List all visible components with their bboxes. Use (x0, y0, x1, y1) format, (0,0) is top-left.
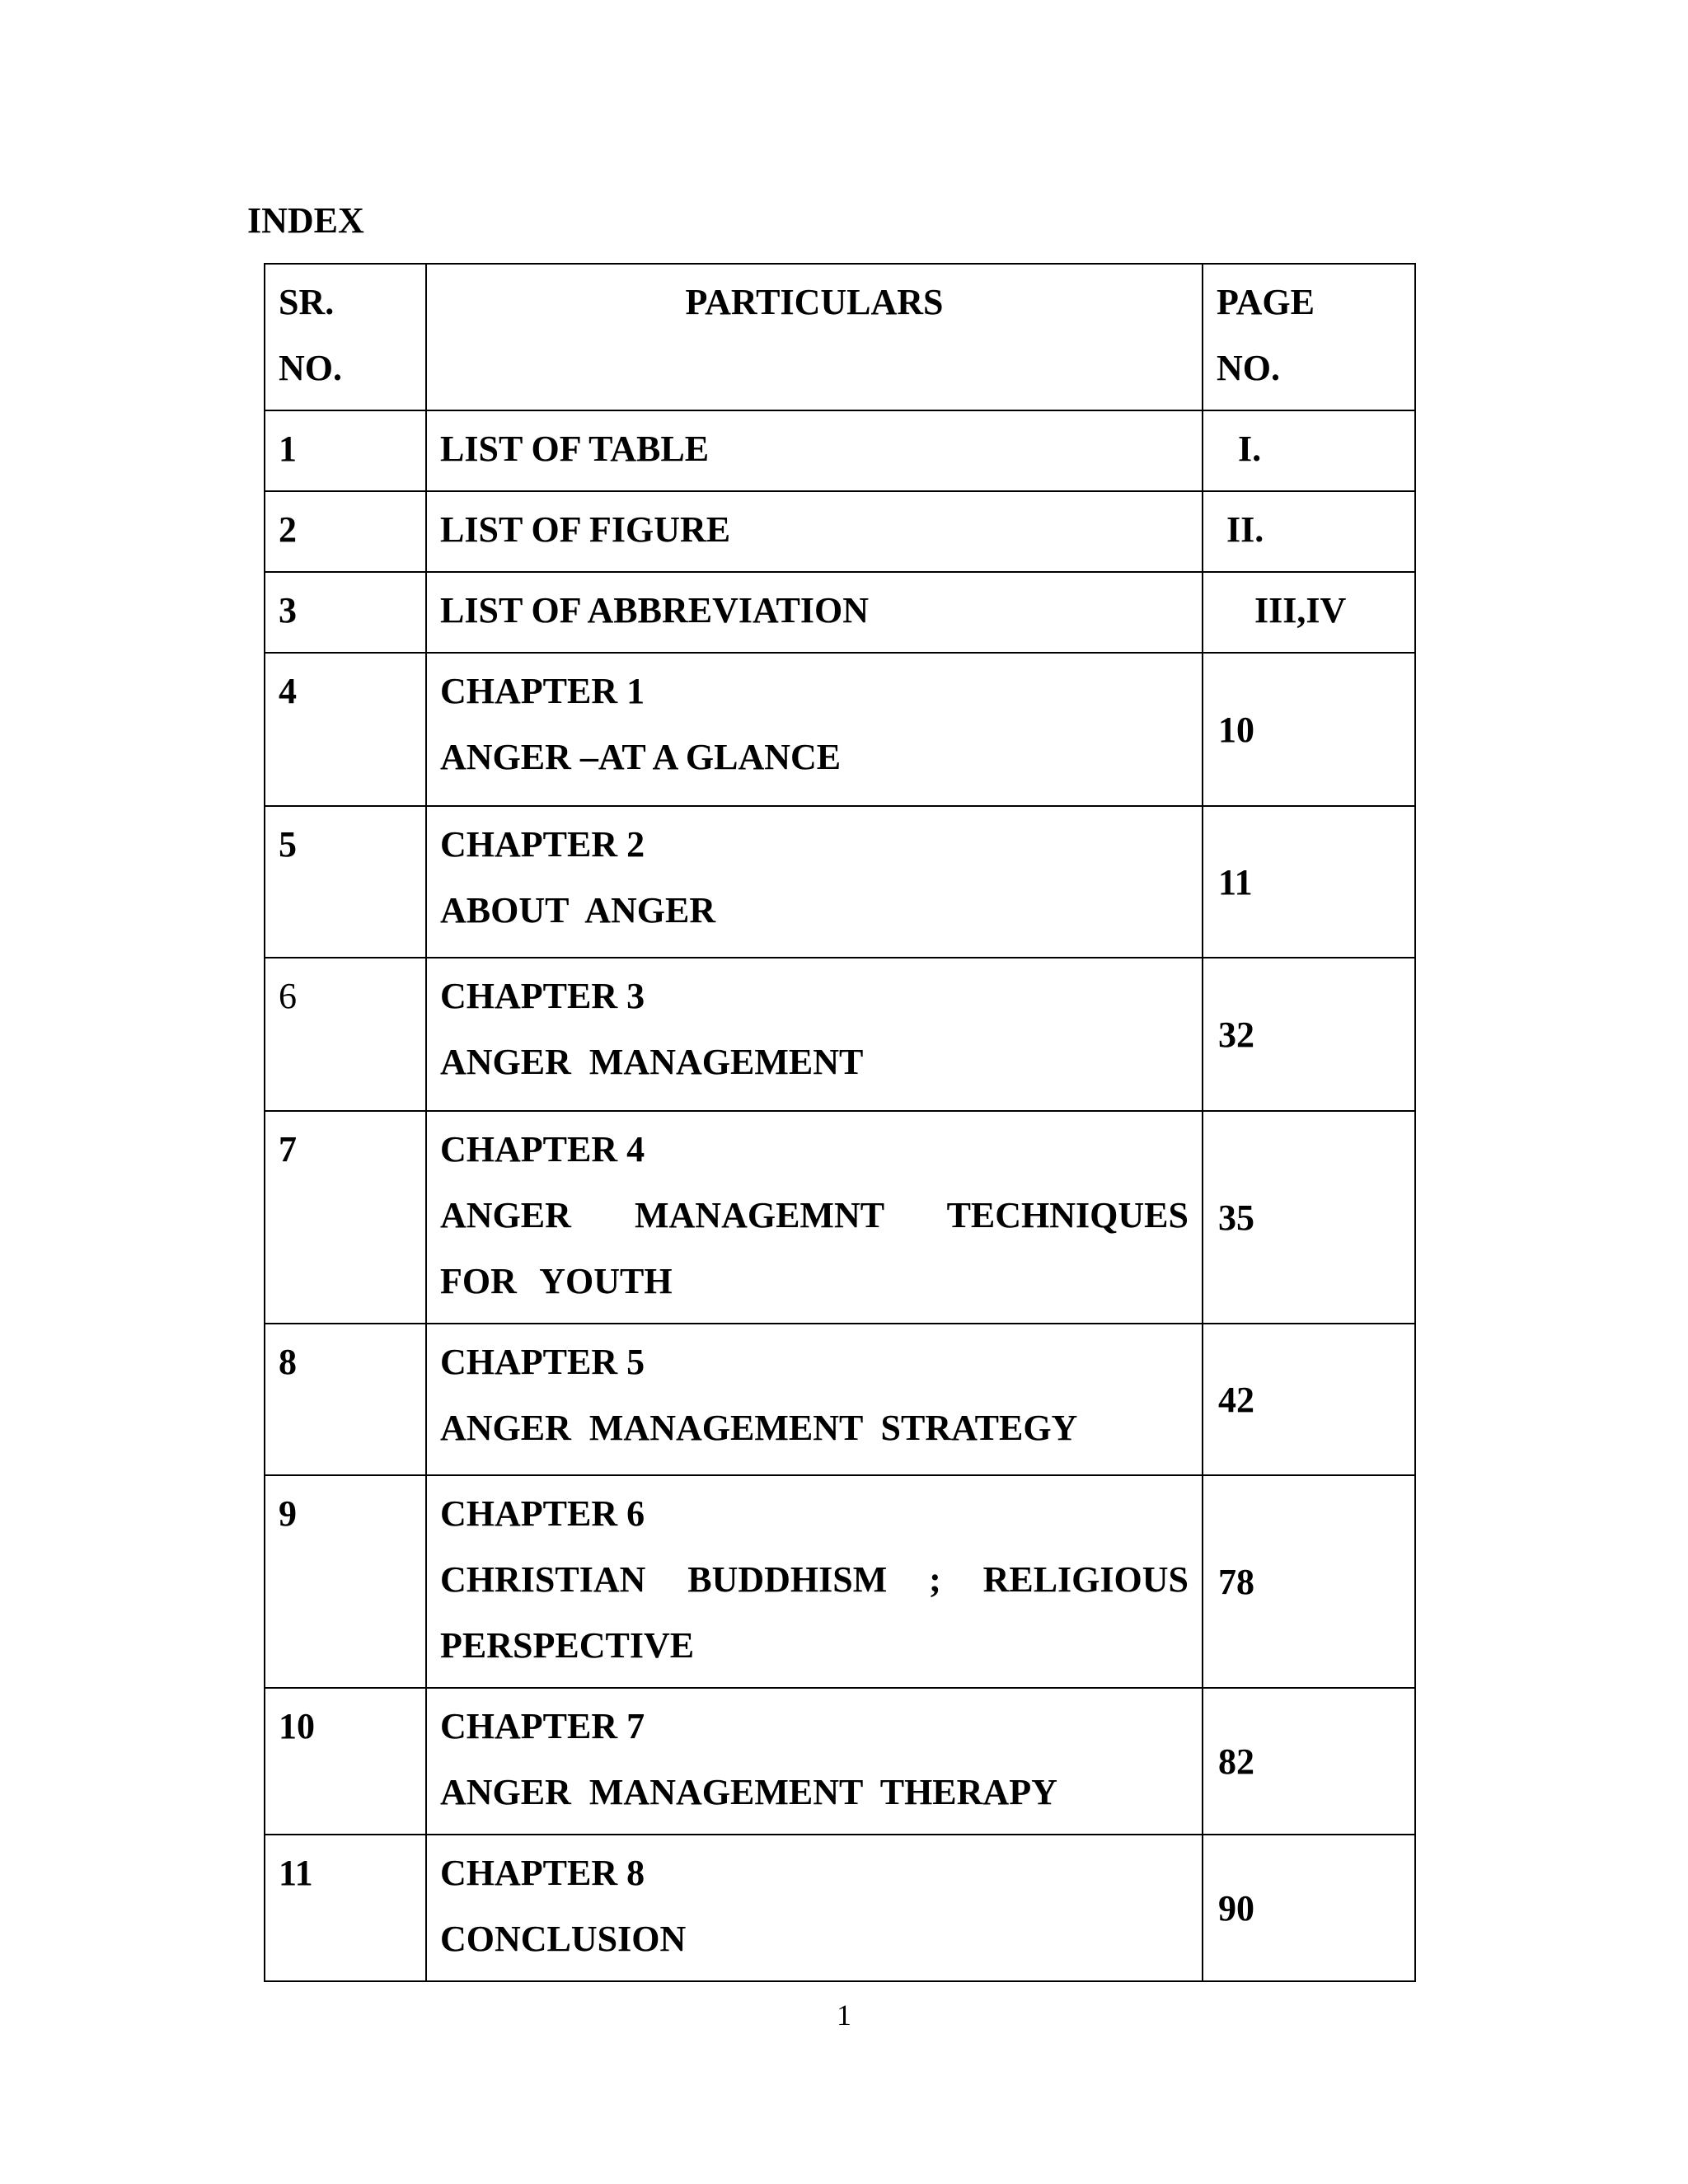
header-page-line1: PAGE (1217, 282, 1315, 322)
table-row (265, 1475, 1415, 1688)
table-row (265, 410, 1415, 491)
page-cell: 78 (1203, 1475, 1415, 1688)
sr-cell: 2 (265, 491, 426, 572)
header-page-no (1203, 264, 1415, 410)
particulars-cell: CHAPTER 4 ANGER MANAGEMNT TECHNIQUES FOR YOUTH (426, 1111, 1203, 1324)
sr-cell: 8 (265, 1324, 426, 1475)
sr-cell: 3 (265, 572, 426, 653)
page-title: INDEX (247, 200, 364, 241)
particulars-cell: CHAPTER 6 CHRISTIAN BUDDHISM ; RELIGIOUS PERSPECTIVE (426, 1475, 1203, 1688)
sr-cell: 11 (265, 1835, 426, 1981)
particulars-cell: CHAPTER 8 CONCLUSION (426, 1835, 1203, 1981)
particulars-cell: LIST OF ABBREVIATION (426, 572, 1203, 653)
particulars-cell: LIST OF FIGURE (426, 491, 1203, 572)
page-cell: II. (1203, 491, 1415, 572)
header-sr-no (265, 264, 426, 410)
page-cell: 42 (1203, 1324, 1415, 1475)
sr-cell: 5 (265, 806, 426, 958)
table-row (265, 491, 1415, 572)
particulars-cell: CHAPTER 7 ANGER MANAGEMENT THERAPY (426, 1688, 1203, 1835)
table-row (265, 1111, 1415, 1324)
page-number: 1 (837, 1999, 851, 2032)
index-table (264, 263, 1416, 1982)
page-cell: 82 (1203, 1688, 1415, 1835)
header-sr-line2: NO. (279, 348, 342, 388)
page-cell: 32 (1203, 958, 1415, 1111)
table-row (265, 1835, 1415, 1981)
page-cell: 90 (1203, 1835, 1415, 1981)
header-row (265, 264, 1415, 410)
sr-cell: 10 (265, 1688, 426, 1835)
particulars-cell: CHAPTER 5 ANGER MANAGEMENT STRATEGY (426, 1324, 1203, 1475)
table-row (265, 653, 1415, 806)
particulars-cell: CHAPTER 2 ABOUT ANGER (426, 806, 1203, 958)
page-cell: 11 (1203, 806, 1415, 958)
sr-cell: 7 (265, 1111, 426, 1324)
table-row (265, 1688, 1415, 1835)
sr-cell: 4 (265, 653, 426, 806)
table-row (265, 572, 1415, 653)
sr-cell: 1 (265, 410, 426, 491)
page-cell: 10 (1203, 653, 1415, 806)
page-cell: I. (1203, 410, 1415, 491)
page-cell: 35 (1203, 1111, 1415, 1324)
table-row (265, 958, 1415, 1111)
particulars-cell: LIST OF TABLE (426, 410, 1203, 491)
sr-cell: 9 (265, 1475, 426, 1688)
page-cell: III,IV (1203, 572, 1415, 653)
header-page-line2: NO. (1217, 348, 1280, 388)
particulars-cell: CHAPTER 1 ANGER –AT A GLANCE (426, 653, 1203, 806)
table-row (265, 1324, 1415, 1475)
table-row (265, 806, 1415, 958)
sr-cell: 6 (265, 958, 426, 1111)
header-particulars: PARTICULARS (426, 264, 1203, 410)
header-sr-line1: SR. (279, 282, 335, 322)
particulars-cell: CHAPTER 3 ANGER MANAGEMENT (426, 958, 1203, 1111)
